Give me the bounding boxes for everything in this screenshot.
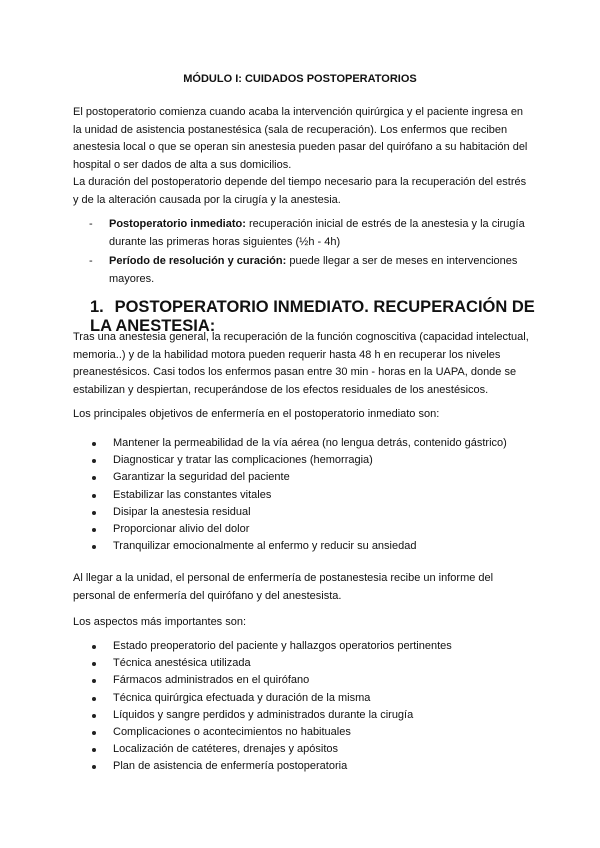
list-item: Técnica quirúrgica efectuada y duración de la misma: [73, 690, 533, 707]
list-item: Tranquilizar emocionalmente al enfermo y reducir su ansiedad: [73, 538, 533, 555]
phase-text: recuperación inicial de estrés de la anestesia y la cirugía durante las primeras horas siguientes (½h - 4h): [109, 218, 525, 248]
section-paragraph-2: Los principales objetivos de enfermería en el postoperatorio inmediato son:: [73, 408, 440, 420]
list-item: Garantizar la seguridad del paciente: [73, 469, 533, 486]
objectives-list: [73, 435, 533, 555]
list-item: Plan de asistencia de enfermería postoperatoria: [73, 758, 533, 775]
section-heading-text: POSTOPERATORIO INMEDIATO. RECUPERACIÓN DE LA ANESTESIA:: [90, 298, 535, 335]
intro-paragraph-1: El postoperatorio comienza cuando acaba la intervención quirúrgica y el paciente ingresa en la unidad de asistencia postanestésica (sala de recuperación). Los enfermos que reciben anestesia local o que se operan sin anestesia pueden pasar del quirófano a su habitación del hospital o ser dados de alta a sus domicilios.: [73, 106, 528, 171]
list-item: Estabilizar las constantes vitales: [73, 487, 533, 504]
intro-paragraph-2: La duración del postoperatorio depende del tiempo necesario para la recuperación del estrés y de la alteración causada por la cirugía y la anestesia.: [73, 176, 527, 206]
phase-text: puede llegar a ser de meses en intervenciones mayores.: [109, 255, 518, 285]
list-item: [73, 216, 533, 251]
list-item: Técnica anestésica utilizada: [73, 655, 533, 672]
section-number: 1.: [90, 298, 104, 316]
list-item: Localización de catéteres, drenajes y apósitos: [73, 741, 533, 758]
list-item: Fármacos administrados en el quirófano: [73, 672, 533, 689]
list-item: [73, 253, 533, 288]
phase-term: Postoperatorio inmediato:: [109, 218, 246, 230]
list-item: Estado preoperatorio del paciente y hallazgos operatorios pertinentes: [73, 638, 533, 655]
list-item: Disipar la anestesia residual: [73, 504, 533, 521]
section-paragraph-4: Los aspectos más importantes son:: [73, 616, 247, 628]
list-item: Mantener la permeabilidad de la vía aérea (no lengua detrás, contenido gástrico): [73, 435, 533, 452]
phases-list: [73, 216, 533, 290]
aspects-list: [73, 638, 533, 776]
list-item: Diagnosticar y tratar las complicaciones (hemorragia): [73, 452, 533, 469]
list-item: Líquidos y sangre perdidos y administrados durante la cirugía: [73, 707, 533, 724]
page-title: MÓDULO I: CUIDADOS POSTOPERATORIOS: [183, 73, 417, 85]
list-item: Complicaciones o acontecimientos no habituales: [73, 724, 533, 741]
intro-section: [73, 104, 533, 209]
list-item: Proporcionar alivio del dolor: [73, 521, 533, 538]
phase-term: Período de resolución y curación:: [109, 255, 287, 267]
section-paragraph-3: Al llegar a la unidad, el personal de enfermería de postanestesia recibe un informe del personal de enfermería del quirófano y del anestesista.: [73, 572, 494, 602]
section-paragraph-1: Tras una anestesia general, la recuperación de la función cognoscitiva (capacidad intelectual, memoria..) y de la habilidad motora pueden requerir hasta 48 h en recuperar los niveles preanestésicos. Casi todos los enfermos pasan entre 30 min - horas en la UAPA, donde se estabilizan y despiertan, recuperándose de los efectos residuales de los anestésicos.: [73, 331, 529, 396]
